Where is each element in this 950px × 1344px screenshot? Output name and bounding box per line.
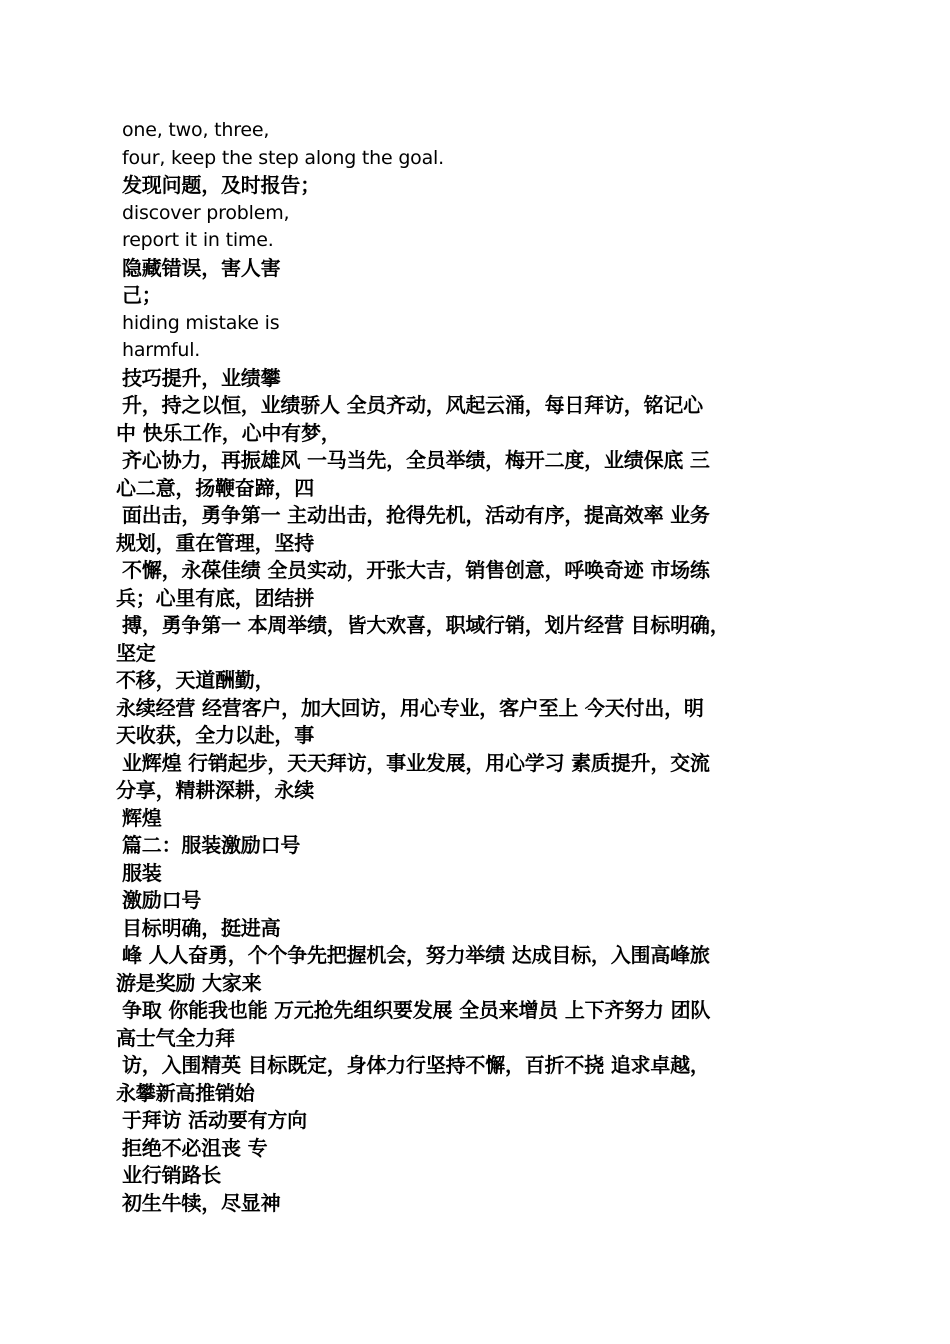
text-line: 不懈，永葆佳绩 全员实动，开张大吉，销售创意，呼唤奇迹 市场练 xyxy=(122,558,710,582)
text-line: 中 快乐工作，心中有梦， xyxy=(116,420,341,445)
text-line: 发现问题，及时报告； xyxy=(122,173,320,197)
text-line: hiding mistake is xyxy=(122,311,280,334)
text-line: 激励口号 xyxy=(122,888,202,912)
text-line: 服装 xyxy=(122,860,162,885)
text-line: discover problem, xyxy=(122,201,290,224)
text-line: 业辉煌 行销起步，天天拜访，事业发展，用心学习 素质提升，交流 xyxy=(122,750,710,775)
text-line: 争取 你能我也能 万元抢先组织要发展 全员来增员 上下齐努力 团队 xyxy=(122,998,711,1022)
text-line: 高士气全力拜 xyxy=(116,1025,235,1050)
text-line: 齐心协力，再振雄风 一马当先，全员举绩，梅开二度，业绩保底 三 xyxy=(122,448,710,472)
text-line: 初生牛犊，尽显神 xyxy=(122,1190,281,1215)
text-line: 峰 人人奋勇，个个争先把握机会，努力举绩 达成目标，入围高峰旅 xyxy=(122,943,710,967)
text-line: 搏，勇争第一 本周举绩，皆大欢喜，职域行销，划片经营 目标明确， xyxy=(122,613,730,637)
text-line: report it in time. xyxy=(122,229,274,251)
text-line: 分享，精耕深耕，永续 xyxy=(116,778,314,802)
text-line: harmful. xyxy=(122,339,201,361)
text-line: 永攀新高推销始 xyxy=(116,1080,255,1105)
text-line: 心二意，扬鞭奋蹄，四 xyxy=(116,475,314,500)
document-page xyxy=(116,117,836,1217)
text-line: 于拜访 活动要有方向 xyxy=(122,1108,307,1132)
text-line: 不移，天道酬勤， xyxy=(116,668,275,692)
text-line: 兵；心里有底，团结拼 xyxy=(116,585,314,610)
text-line: 技巧提升，业绩攀 xyxy=(122,365,281,390)
text-line: 坚定 xyxy=(116,640,156,665)
text-line: 面出击，勇争第一 主动出击，抢得先机，活动有序，提高效率 业务 xyxy=(122,503,710,527)
text-line: 业行销路长 xyxy=(122,1163,221,1187)
text-line: four, keep the step along the goal. xyxy=(122,146,444,169)
text-line: 目标明确，挺进高 xyxy=(122,915,281,940)
text-line: 拒绝不必沮丧 专 xyxy=(122,1135,268,1160)
text-line: 己； xyxy=(122,283,162,307)
text-line: 辉煌 xyxy=(122,805,162,830)
text-line: 篇二：服装激励口号 xyxy=(122,833,301,857)
text-line: 永续经营 经营客户，加大回访，用心专业，客户至上 今天付出，明 xyxy=(116,695,704,720)
text-line: 隐藏错误，害人害 xyxy=(122,255,281,280)
text-line: 天收获，全力以赴，事 xyxy=(116,723,314,747)
text-line: 游是奖励 大家来 xyxy=(116,970,262,995)
text-line: 规划，重在管理，坚持 xyxy=(116,530,314,555)
text-line: 访，入围精英 目标既定，身体力行坚持不懈，百折不挠 追求卓越， xyxy=(122,1053,710,1077)
text-line: 升，持之以恒，业绩骄人 全员齐动，风起云涌，每日拜访，铭记心 xyxy=(122,393,703,417)
text-line: one, two, three, xyxy=(122,119,270,141)
